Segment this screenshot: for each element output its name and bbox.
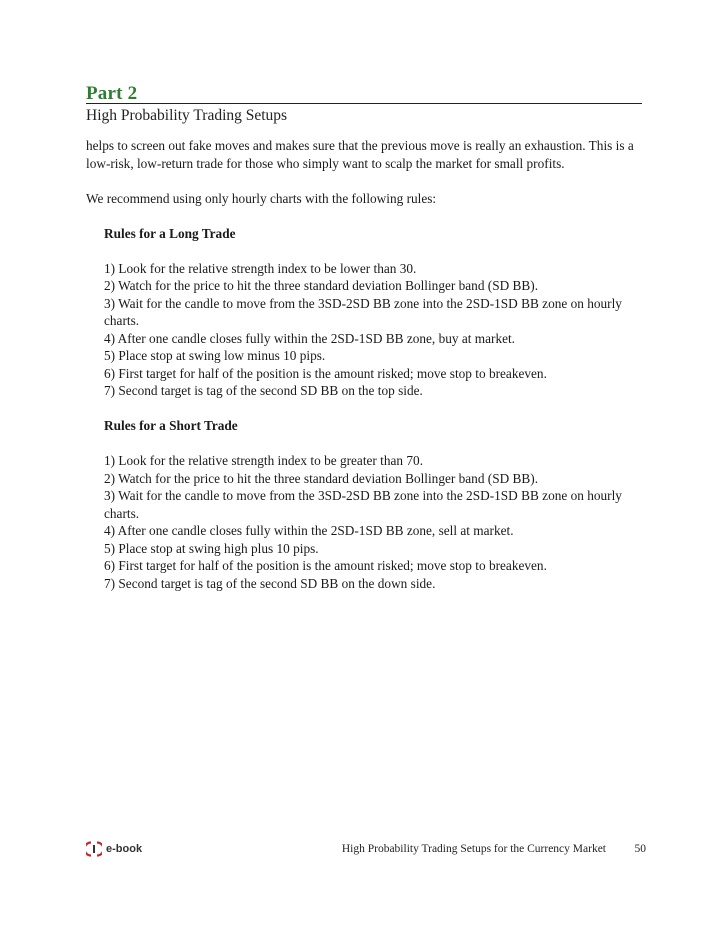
short-rule-item: 1) Look for the relative strength index to be greater than 70. bbox=[104, 453, 424, 468]
section-subtitle: High Probability Trading Setups bbox=[86, 107, 288, 124]
long-rule-item: 4) After one candle closes fully within the 2SD-1SD BB zone, buy at market. bbox=[104, 330, 516, 346]
page-footer bbox=[86, 840, 646, 860]
long-rule-item: 1) Look for the relative strength index to be lower than 30. bbox=[104, 260, 417, 276]
long-rule-item: 2) Watch for the price to hit the three standard deviation Bollinger band (SD BB). bbox=[104, 278, 539, 293]
long-rule-item: 7) Second target is tag of the second SD BB on the top side. bbox=[104, 383, 423, 398]
short-rule-item: 3) Wait for the candle to move from the 3SD-2SD BB zone into the 2SD-1SD BB zone on hourly charts. bbox=[104, 488, 622, 521]
body-text bbox=[86, 137, 646, 610]
logo-icon bbox=[86, 841, 102, 857]
short-rule-item: 5) Place stop at swing high plus 10 pips. bbox=[104, 540, 319, 556]
long-trade-heading: Rules for a Long Trade bbox=[104, 225, 236, 241]
ebook-logo bbox=[86, 841, 142, 857]
short-rule-item: 2) Watch for the price to hit the three standard deviation Bollinger band (SD BB). bbox=[104, 470, 539, 486]
long-trade-rules bbox=[104, 225, 646, 400]
long-rule-item: 3) Wait for the candle to move from the 3SD-2SD BB zone into the 2SD-1SD BB zone on hourly charts. bbox=[104, 295, 622, 328]
logo-text: e-book bbox=[106, 843, 143, 855]
recommend-paragraph: We recommend using only hourly charts with the following rules: bbox=[86, 190, 437, 206]
short-trade-rules bbox=[104, 417, 646, 592]
short-trade-heading: Rules for a Short Trade bbox=[104, 418, 238, 433]
intro-paragraph: helps to screen out fake moves and makes sure that the previous move is really an exhaustion. This is a low-risk, low-return trade for those who simply want to scalp the market for small profits. bbox=[86, 138, 634, 171]
short-rule-item: 4) After one candle closes fully within the 2SD-1SD BB zone, sell at market. bbox=[104, 523, 514, 538]
footer-book-title: High Probability Trading Setups for the Currency Market bbox=[341, 843, 606, 855]
page-number: 50 bbox=[634, 843, 646, 855]
long-trade-list bbox=[104, 260, 646, 400]
short-rule-item: 6) First target for half of the position is the amount risked; move stop to breakeven. bbox=[104, 558, 547, 573]
part-title: Part 2 bbox=[86, 83, 138, 104]
long-rule-item: 6) First target for half of the position is the amount risked; move stop to breakeven. bbox=[104, 365, 547, 381]
title-divider bbox=[86, 103, 642, 104]
short-rule-item: 7) Second target is tag of the second SD BB on the down side. bbox=[104, 575, 436, 591]
long-rule-item: 5) Place stop at swing low minus 10 pips. bbox=[104, 348, 326, 363]
short-trade-list bbox=[104, 452, 646, 592]
